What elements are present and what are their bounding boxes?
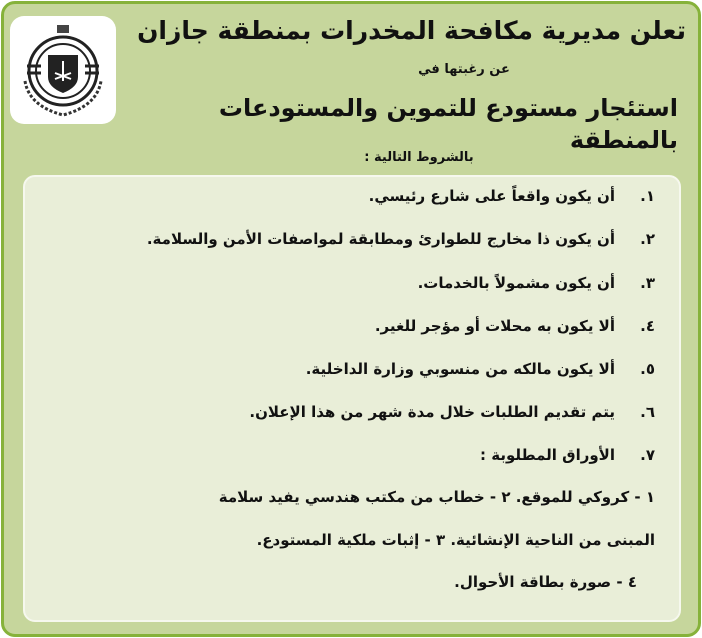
announcement-title: تعلن مديرية مكافحة المخدرات بمنطقة جازان (137, 16, 686, 45)
intro-text: عن رغبتها في (418, 62, 510, 77)
item-number: ١. (640, 187, 655, 205)
item-number: ٣. (640, 274, 655, 292)
item-text: أن يكون واقعاً على شارع رئيسي. (368, 187, 615, 205)
documents-line: المبنى من الناحية الإنشائية. ٣ - إثبات ملكية المستودع. (256, 531, 655, 549)
documents-line: ١ - كروكي للموقع. ٢ - خطاب من مكتب هندسي يفيد سلامة (218, 488, 655, 506)
condition-item (45, 185, 655, 207)
condition-item (45, 358, 655, 380)
item-number: ٦. (640, 403, 655, 421)
item-number: ٢. (640, 230, 655, 248)
item-text: الأوراق المطلوبة : (480, 446, 615, 464)
item-text: ألا يكون مالكه من منسوبي وزارة الداخلية. (305, 360, 615, 378)
item-number: ٧. (640, 446, 655, 464)
condition-item (45, 401, 655, 423)
item-text: ألا يكون به محلات أو مؤجر للغير. (374, 317, 615, 335)
condition-item (45, 444, 655, 466)
condition-item (45, 315, 655, 337)
item-number: ٤. (640, 317, 655, 335)
item-text: يتم تقديم الطلبات خلال مدة شهر من هذا الإعلان. (249, 403, 615, 421)
condition-item (45, 272, 655, 294)
emblem-icon (17, 21, 109, 119)
item-number: ٥. (640, 360, 655, 378)
subject-title: استئجار مستودع للتموين والمستودعات بالمنطقة (218, 94, 678, 154)
condition-item (45, 228, 655, 250)
documents-line: ٤ - صورة بطاقة الأحوال. (454, 573, 637, 591)
conditions-box (23, 175, 681, 622)
advertisement (1, 1, 701, 637)
ministry-logo (10, 16, 116, 124)
item-text: أن يكون مشمولاً بالخدمات. (417, 274, 615, 292)
conditions-intro: بالشروط التالية : (364, 150, 474, 165)
item-text: أن يكون ذا مخارج للطوارئ ومطابقة لمواصفات الأمن والسلامة. (146, 230, 615, 248)
